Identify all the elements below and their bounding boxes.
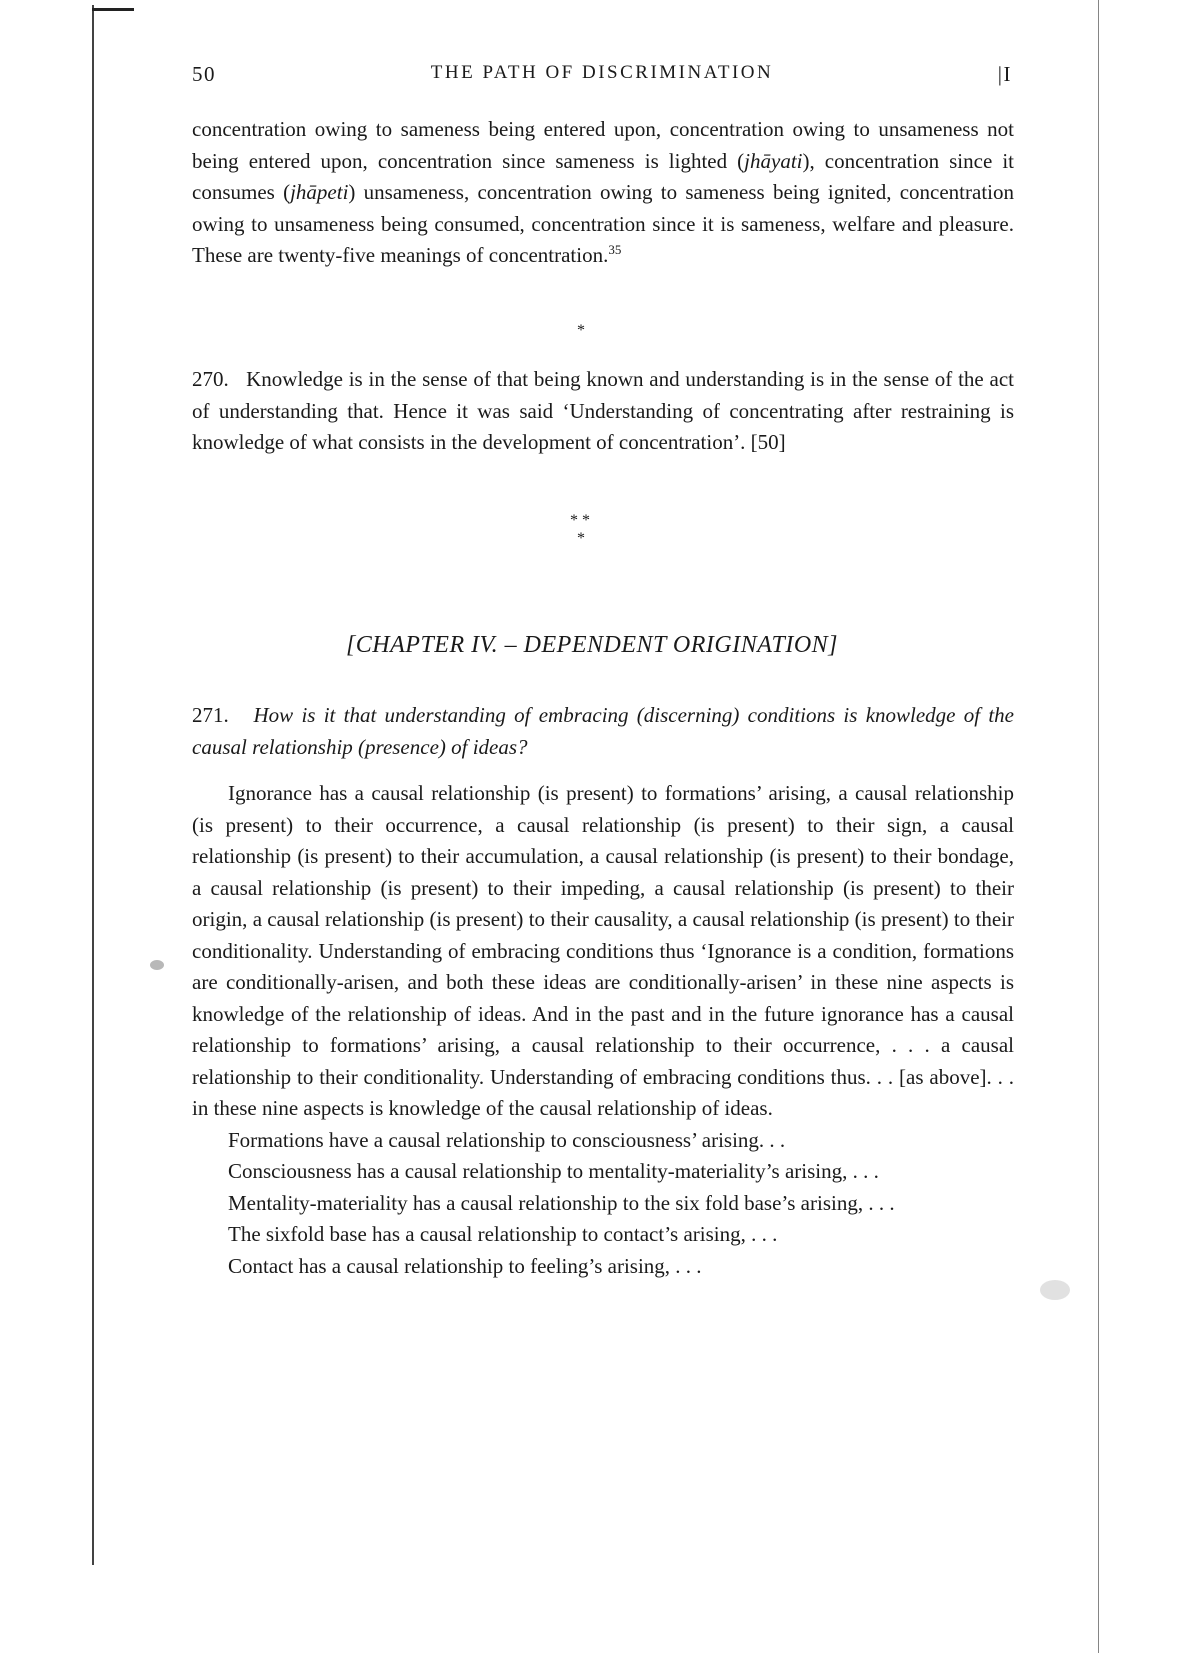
scan-artifact-right-edge bbox=[1098, 0, 1099, 1653]
paragraph-number: 270. bbox=[192, 367, 229, 391]
paragraph-text: ) unsameness, concentration owing to sameness being ignited, concentration owing to unsameness being consumed, concentration since it is sameness, welfare and pleasure. These are twenty-five meanings of concentration. bbox=[192, 180, 1014, 267]
page-number: 50 bbox=[192, 62, 216, 86]
running-header bbox=[192, 62, 1012, 92]
paragraph-271 bbox=[192, 700, 1014, 763]
pali-term: jhāpeti bbox=[290, 180, 349, 204]
body-text bbox=[192, 778, 1014, 1282]
pali-term: jhāyati bbox=[744, 148, 803, 173]
body-paragraph: Mentality-materiality has a causal relationship to the six fold base’s arising, . . . bbox=[228, 1190, 895, 1215]
running-title: THE PATH OF DISCRIMINATION bbox=[430, 62, 774, 83]
paragraph-270 bbox=[192, 364, 1014, 459]
section-separator: * bbox=[577, 530, 585, 547]
chapter-heading: [CHAPTER IV. – DEPENDENT ORIGINATION] bbox=[345, 632, 839, 658]
section-separator: * * bbox=[570, 512, 590, 529]
top-paragraph bbox=[192, 114, 1014, 272]
scan-speckle bbox=[1040, 1280, 1070, 1300]
scan-speckle bbox=[150, 960, 164, 970]
paragraph-text: Knowledge is in the sense of that being known and understanding is in the sense of the act of understanding that. Hence it was said ‘Understanding of concentrating after restraining is knowledge of what consists in the development of concentration’. [50] bbox=[192, 367, 1015, 454]
body-paragraph: The sixfold base has a causal relationship to contact’s arising, . . . bbox=[228, 1222, 778, 1246]
margin-mark: |I bbox=[997, 62, 1012, 86]
scan-artifact-left-edge bbox=[92, 5, 94, 1565]
scan-artifact-top bbox=[92, 8, 134, 11]
paragraph-number: 271. bbox=[192, 703, 229, 727]
question-text: How is it that understanding of embracing (discerning) conditions is knowledge of the causal relationship (presence) of ideas? bbox=[192, 703, 1014, 759]
body-paragraph: Ignorance has a causal relationship (is present) to formations’ arising, a causal relationship (is present) to their occurrence, a causal relationship (is present) to their sign, a causal relationship (is present) to their accumulation, a causal relationship (is present) to their bondage, a causal relationship (is present) to their impeding, a causal relationship (is present) to their origin, a causal relationship (is present) to their causality, a causal relationship (is present) to their conditionality. Understanding of embracing conditions thus ‘Ignorance is a condition, formations are conditionally-arisen, and both these ideas are conditionally-arisen’ in these nine aspects is knowledge of the relationship of ideas. And in the past and in the future ignorance has a causal relationship to formations’ arising, a causal relationship to their occurrence, . . . a causal relationship to their conditionality. Understanding of embracing conditions thus. . . [as above]. . . in these nine aspects is knowledge of the causal relationship of ideas. bbox=[192, 781, 1014, 1120]
body-paragraph: Formations have a causal relationship to consciousness’ arising. . . bbox=[228, 1127, 786, 1152]
body-paragraph: Contact has a causal relationship to feeling’s arising, . . . bbox=[228, 1253, 702, 1278]
paragraph-text: concentration owing to sameness being entered upon, concentration owing to unsameness not being entered upon, concentration since sameness is lighted ( bbox=[192, 117, 1014, 173]
paragraph-text: ), concentration since it consumes ( bbox=[192, 148, 1014, 204]
body-paragraph: Consciousness has a causal relationship to mentality-materiality’s arising, . . . bbox=[228, 1159, 879, 1183]
section-separator: * bbox=[577, 322, 585, 339]
footnote-ref: 35 bbox=[608, 242, 622, 257]
